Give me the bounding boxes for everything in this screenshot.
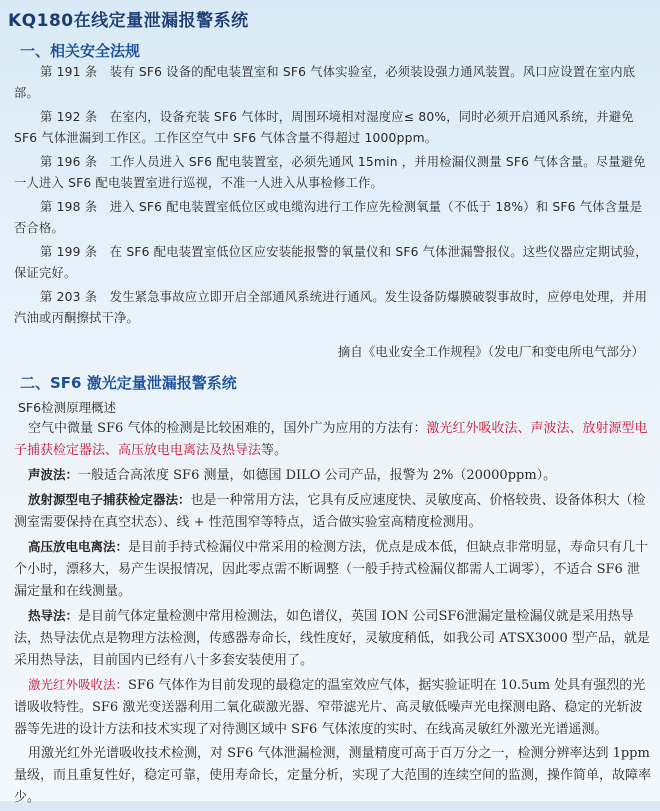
method-term: 高压放电电离法：	[28, 539, 129, 554]
closing-paragraph: 用激光红外光谱吸收技术检测，对 SF6 气体泄漏检测，测量精度可高于百万分之一，检测分辨率达到 1ppm 量级，而且重复性好，稳定可靠，使用寿命长，定量分析，实现了大范围的连续空间的监测，操作简单，故障率少。	[14, 746, 652, 805]
method-list: 激光红外吸收法、声波法、放射源型电子捕获检定器法、高压放电电离法及热导法	[14, 421, 648, 458]
regulation-item: 第 198 条 进入 SF6 配电装置室低位区或电缆沟进行工作应先检测氧量（不低于 18%）和 SF6 气体含量是否合格。	[14, 200, 643, 235]
section-heading-system: 二、SF6 激光定量泄漏报警系统	[20, 374, 237, 392]
method-text: 是目前手持式检漏仪中常采用的检测方法，优点是成本低，但缺点非常明显，寿命只有几十个小时，漂移大，易产生误报情况，因此零点需不断调整（一般手持式检漏仪都需人工调零），不适合 SF6 泄漏定量和在线测量。	[14, 540, 649, 599]
subheading-principle: SF6检测原理概述	[18, 400, 117, 415]
regulation-list	[14, 62, 654, 332]
method-text: 也是一种常用方法，它具有反应速度快、灵敏度高、价格较贵、设备体积大（检测室需要保持在真空状态）、线 + 性范围窄等特点，适合做实验室高精度检测用。	[14, 493, 646, 530]
method-term: 声波法：	[28, 467, 79, 482]
page-title: KQ180在线定量泄漏报警系统	[8, 11, 249, 31]
method-paragraph-acoustic	[14, 464, 652, 487]
regulation-item: 第 196 条 工作人员进入 SF6 配电装置室，必须先通风 15min ，并用检漏仪测量 SF6 气体含量。尽量避免一人进入 SF6 配电装置室进行巡视，不准一人进入从事检修工作。	[14, 155, 646, 190]
method-paragraph-thermal	[14, 605, 652, 672]
method-text: SF6 气体作为目前发现的最稳定的温室效应气体，据实验证明在 10.5um 处具有强烈的光谱吸收特性。SF6 激光变送器利用二氧化碳激光器、窄带滤光片、高灵敏低噪声光电探测电路、稳定的光斩波器等先进的设计方法和技术实现了对待测区域中 SF6 气体浓度的实时、在线高灵敏红外激光光谱遥测。	[14, 678, 646, 737]
method-text: 是目前气体定量检测中常用检测法，如色谱仪，英国 ION 公司SF6泄漏定量检漏仪就是采用热导法，热导法优点是物理方法检测，传感器寿命长，线性度好，灵敏度稍低，如我公司 ATSX3000 型产品，就是采用热导法，目前国内已经有八十多套安装使用了。	[14, 609, 650, 668]
section-heading-regulations: 一、相关安全法规	[20, 42, 141, 60]
method-paragraph-ecd	[14, 489, 652, 534]
method-term: 热导法：	[28, 608, 79, 623]
method-text: 一般适合高浓度 SF6 测量，如德国 DILO 公司产品，报警为 2%（20000ppm）。	[78, 468, 557, 483]
section-body	[14, 398, 652, 811]
regulation-item: 第 203 条 发生紧急事故应立即开启全部通风系统进行通风。发生设备防爆膜破裂事故时，应停电处理，并用汽油或丙酮擦拭干净。	[14, 290, 648, 325]
citation: 摘自《电业安全工作规程》（发电厂和变电所电气部分）	[337, 344, 644, 359]
method-paragraph-ionization	[14, 536, 652, 603]
intro-text: 空气中微量 SF6 气体的检测是比较困难的，国外广为应用的方法有：	[28, 421, 427, 436]
regulation-item: 第 192 条 在室内，设备充装 SF6 气体时，周围环境相对湿度应≤ 80%，同时必须开启通风系统，并避免 SF6 气体泄漏到工作区。工作区空气中 SF6 气体含量不得超过 1000ppm。	[14, 110, 634, 145]
method-term: 激光红外吸收法：	[28, 677, 129, 692]
regulation-item: 第 191 条 装有 SF6 设备的配电装置室和 SF6 气体实验室，必须装设强力通风装置。风口应设置在室内底部。	[14, 65, 636, 100]
method-term: 放射源型电子捕获检定器法：	[28, 492, 191, 507]
regulation-item: 第 199 条 在 SF6 配电装置室低位区应安装能报警的氧量仪和 SF6 气体泄漏警报仪。这些仪器应定期试验，保证完好。	[14, 245, 648, 280]
intro-paragraph	[14, 418, 652, 462]
method-paragraph-laser	[14, 674, 652, 741]
intro-end: 等。	[261, 443, 288, 458]
